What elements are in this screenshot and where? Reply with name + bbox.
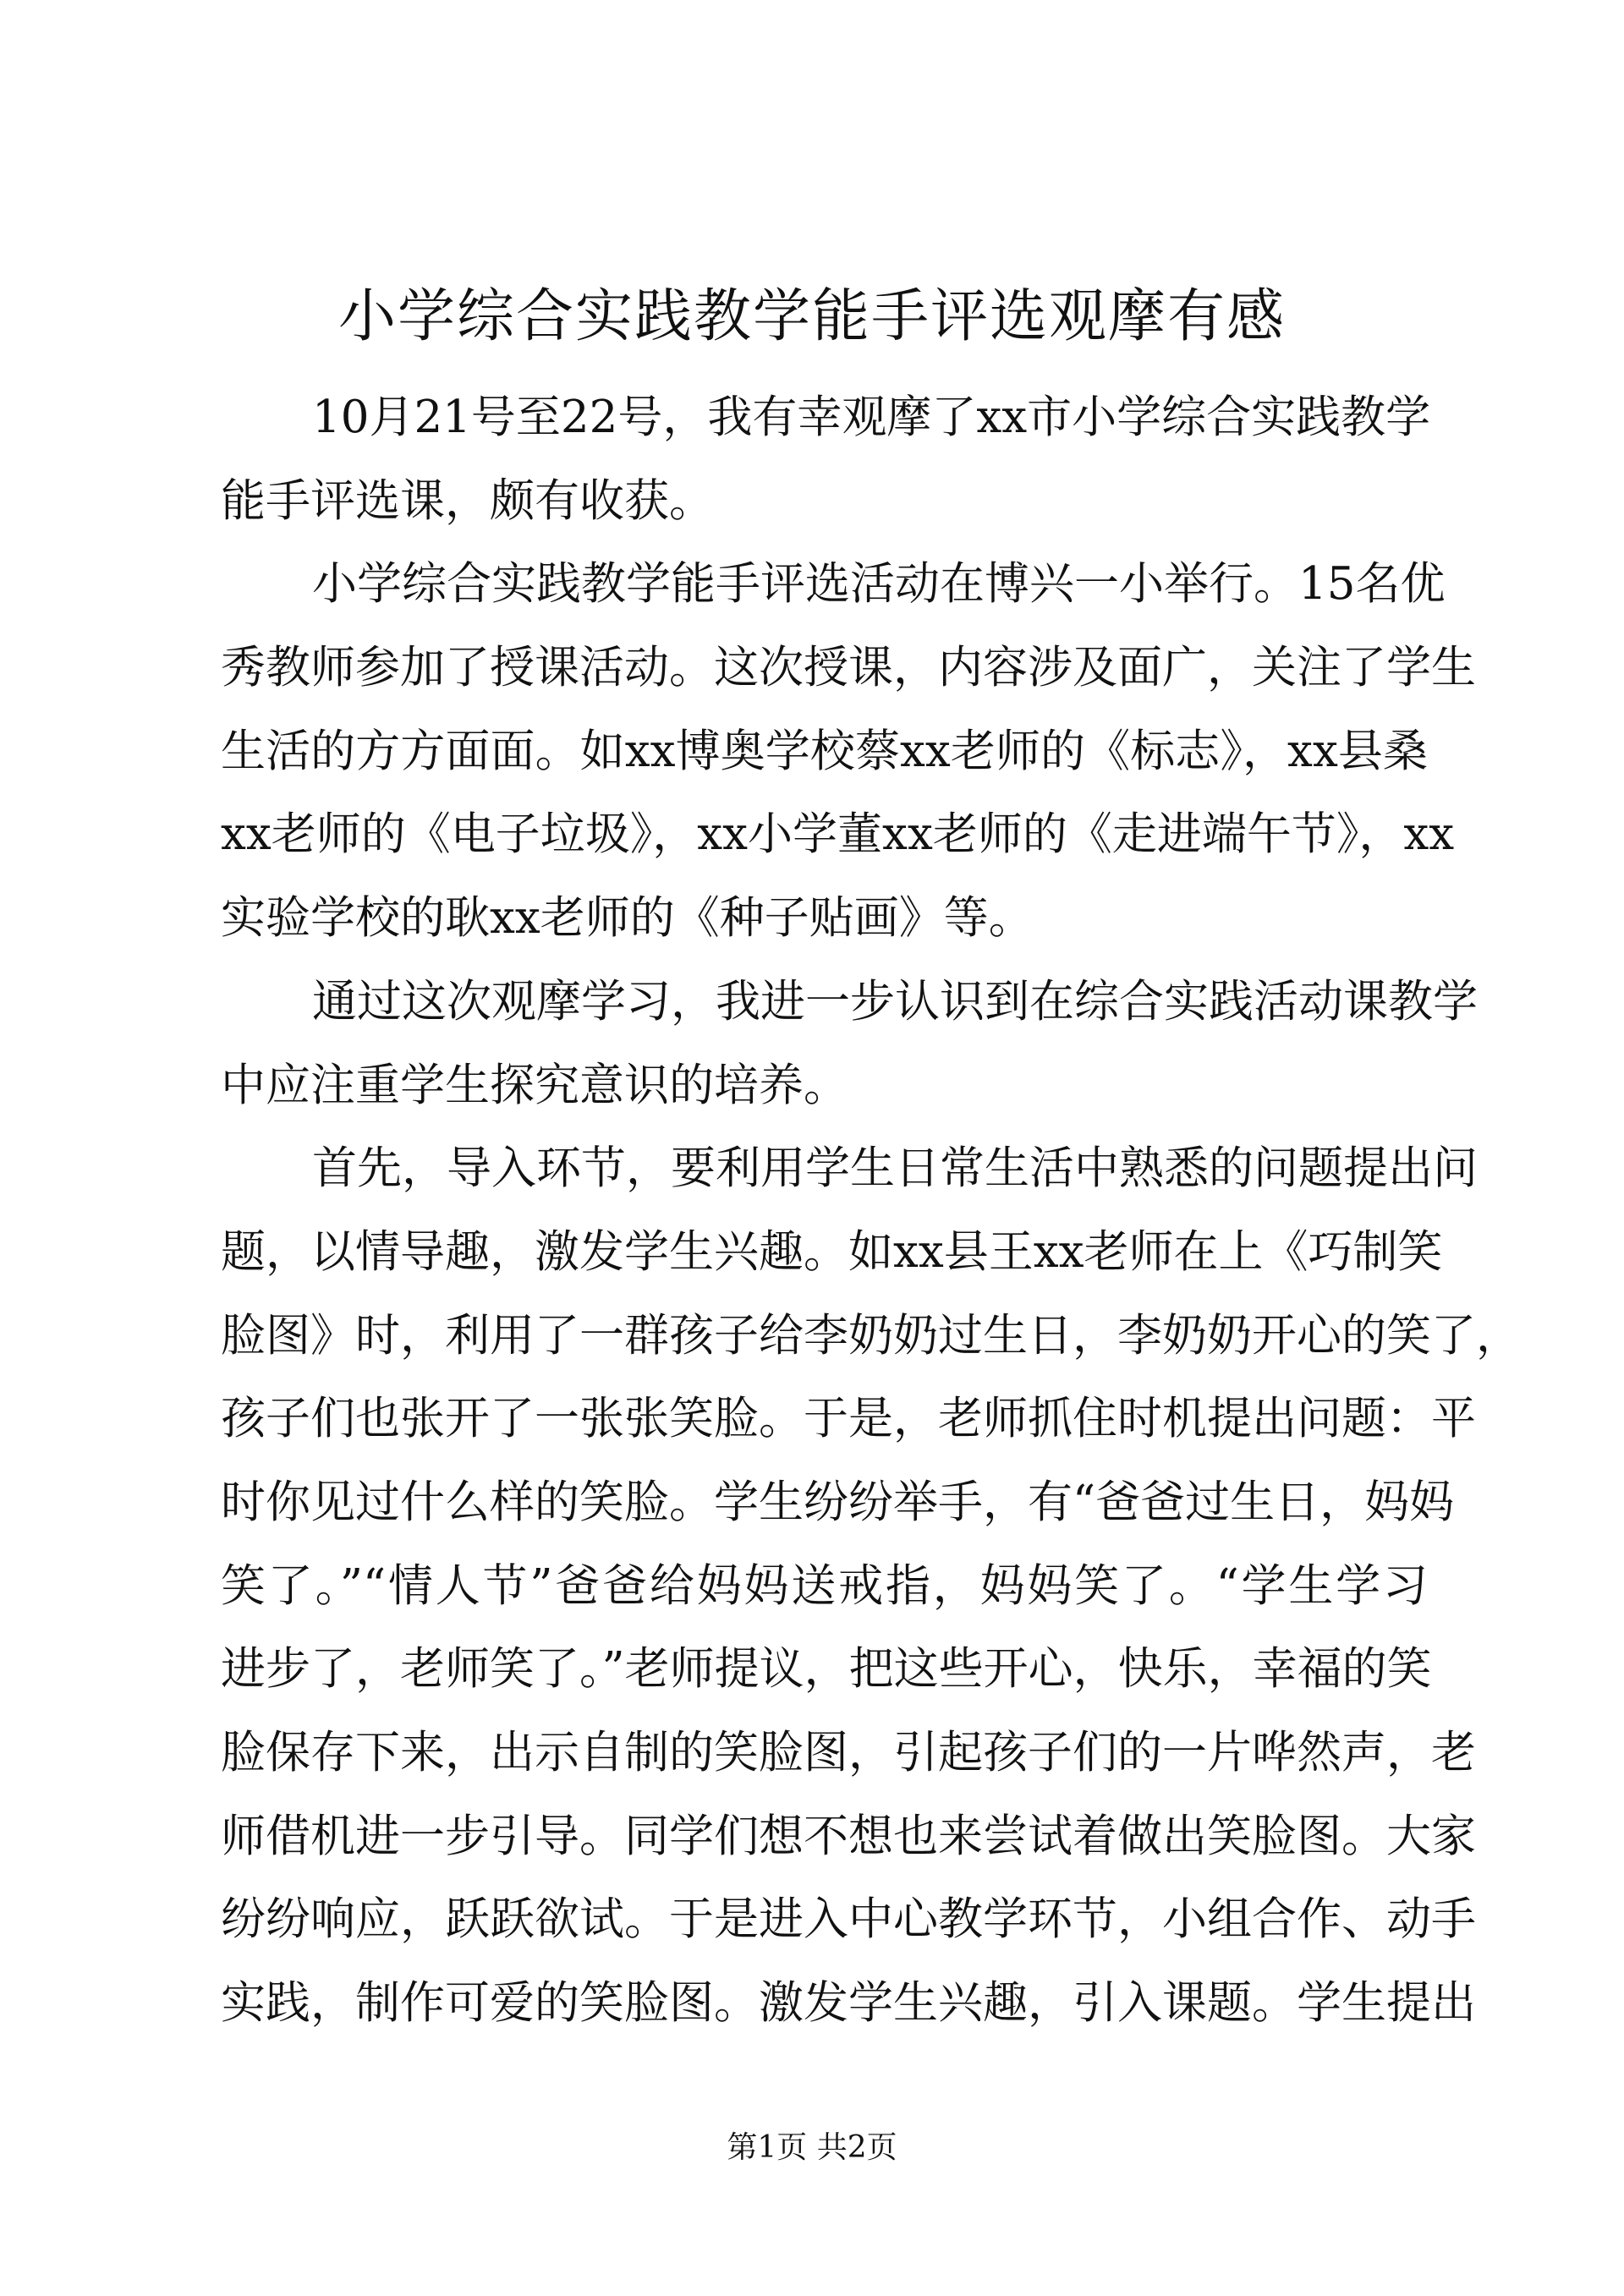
text-line: 脸图》时，利用了一群孩子给李奶奶过生日，李奶奶开心的笑了， — [221, 1309, 1521, 1362]
text-line: 实践，制作可爱的笑脸图。激发学生兴趣，引入课题。学生提出 — [221, 1977, 1476, 2030]
text-line: 师借机进一步引导。同学们想不想也来尝试着做出笑脸图。大家 — [221, 1810, 1476, 1862]
paragraph — [221, 376, 1431, 543]
paragraph — [221, 961, 1478, 1127]
text-line: xx老师的《电子垃圾》，xx小学董xx老师的《走进端午节》，xx — [221, 808, 1455, 861]
text-line: 生活的方方面面。如xx博奥学校蔡xx老师的《标志》，xx县桑 — [221, 725, 1428, 777]
text-line: 题，以情导趣，激发学生兴趣。如xx县王xx老师在上《巧制笑 — [221, 1225, 1443, 1278]
document-title: 小学综合实践教学能手评选观摩有感 — [337, 283, 1286, 350]
text-line: 通过这次观摩学习，我进一步认识到在综合实践活动课教学 — [312, 975, 1478, 1027]
page-footer: 第1页 共2页 — [727, 2130, 897, 2165]
text-line: 脸保存下来，出示自制的笑脸图，引起孩子们的一片哗然声，老 — [221, 1727, 1476, 1778]
text-line: 中应注重学生探究意识的培养。 — [221, 1059, 848, 1111]
text-line: 秀教师参加了授课活动。这次授课，内容涉及面广，关注了学生 — [221, 642, 1476, 694]
text-line: 进步了，老师笑了。”老师提议，把这些开心，快乐，幸福的笑 — [221, 1643, 1432, 1696]
text-line: 小学综合实践教学能手评选活动在博兴一小举行。15名优 — [312, 558, 1446, 611]
text-line: 实验学校的耿xx老师的《种子贴画》等。 — [221, 892, 1034, 945]
text-line: 孩子们也张开了一张张笑脸。于是，老师抓住时机提出问题：平 — [221, 1393, 1476, 1445]
text-line: 能手评选课，颇有收获。 — [221, 474, 714, 527]
text-line: 首先，导入环节，要利用学生日常生活中熟悉的问题提出问 — [312, 1143, 1478, 1195]
text-line: 纷纷响应，跃跃欲试。于是进入中心教学环节，小组合作、动手 — [221, 1893, 1476, 1946]
text-line: 10月21号至22号，我有幸观摩了xx市小学综合实践教学 — [312, 392, 1431, 443]
paragraph — [221, 543, 1476, 960]
text-line: 笑了。”“情人节”爸爸给妈妈送戒指，妈妈笑了。“学生学习 — [221, 1559, 1428, 1612]
document-body — [221, 376, 1521, 2046]
paragraph — [221, 1127, 1521, 2046]
text-line: 时你见过什么样的笑脸。学生纷纷举手，有“爸爸过生日，妈妈 — [221, 1476, 1455, 1528]
